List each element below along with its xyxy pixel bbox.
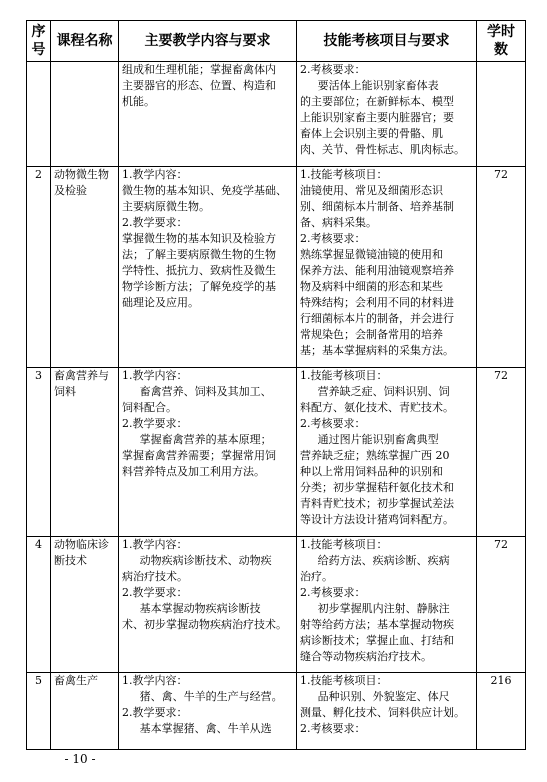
skills-line: 种以上常用饲料品种的识别和: [300, 465, 443, 478]
content-line: 术、初步掌握动物疾病治疗技术。: [122, 618, 287, 631]
header-row: [27, 21, 526, 62]
skills-line: 常规染色；会制备常用的培养: [300, 328, 443, 341]
content-line: 学特性、抵抗力、致病性及微生: [122, 264, 276, 277]
header-num-line: 序: [31, 24, 46, 40]
skills-line: 特殊结构；会利用不同的材料进: [300, 296, 454, 309]
table-row: [27, 673, 526, 750]
skills-line: 品种识别、外貌鉴定、体尺: [317, 690, 450, 703]
content-line: 主要器官的形态、位置、构造和: [122, 79, 276, 92]
content-line: 2.教学要求：: [122, 216, 188, 229]
content-line: 猪、禽、牛羊的生产与经营。: [139, 690, 283, 703]
course-name: [51, 673, 119, 750]
skills-line: 营养缺乏症、饲料识别、饲: [317, 385, 450, 398]
course-name-line: 畜禽营养与: [54, 369, 109, 382]
content-line: 2.教学要求：: [122, 586, 188, 599]
header-skills: 技能考核项目与要求: [297, 21, 477, 62]
content-line: 病治疗技术。: [122, 570, 188, 583]
page-number: - 10 -: [64, 752, 96, 766]
skills-line: 通过图片能识别畜禽典型: [317, 433, 439, 446]
course-name-line: 畜禽生产: [54, 674, 98, 687]
content-line: 动物疾病诊断技术、动物疾: [139, 554, 272, 567]
skills-line: 2.考核要求：: [300, 232, 366, 245]
skills-line: 熟练掌握显微镜油镜的使用和: [300, 248, 443, 261]
table-row: [27, 62, 526, 167]
content-line: 物学诊断方法；了解免疫学的基: [122, 280, 276, 293]
teaching-content: [119, 673, 297, 750]
course-name-line: 饲料: [54, 385, 76, 398]
content-line: 2.教学要求：: [122, 706, 188, 719]
skills-line: 保养方法、能利用油镜观察培养: [300, 264, 454, 277]
row-number: 2: [27, 167, 51, 368]
content-line: 1.教学内容：: [122, 168, 188, 181]
header-hours-line: 数: [494, 42, 508, 58]
skill-requirements: [297, 62, 477, 167]
course-name: [51, 368, 119, 537]
content-line: 基本掌握猪、禽、牛羊从选: [139, 722, 272, 735]
row-number: 4: [27, 537, 51, 673]
content-line: 2.教学要求：: [122, 417, 188, 430]
content-line: 掌握微生物的基本知识及检验方: [122, 232, 276, 245]
skills-line: 的主要部位；在新鲜标本、模型: [300, 95, 454, 108]
teaching-content: [119, 368, 297, 537]
content-line: 机能。: [122, 95, 155, 108]
skills-line: 1.技能考核项目：: [300, 674, 388, 687]
header-hours-line: 学时: [487, 24, 515, 40]
skills-line: 基；基本掌握病料的采集方法。: [300, 344, 454, 357]
skills-line: 射等给药方法；基本掌握动物疾: [300, 618, 454, 631]
content-line: 基本掌握动物疾病诊断技: [139, 602, 261, 615]
content-line: 1.教学内容：: [122, 538, 188, 551]
course-name-line: 断技术: [54, 554, 87, 567]
skills-line: 给药方法、疾病诊断、疾病: [317, 554, 450, 567]
course-name: [51, 62, 119, 167]
skill-requirements: [297, 673, 477, 750]
header-num-line: 号: [31, 42, 46, 58]
content-line: 1.教学内容：: [122, 674, 188, 687]
skills-line: 测量、孵化技术、饲料供应计划。: [300, 706, 465, 719]
skills-line: 营养缺乏症；熟练掌握广西 20: [300, 449, 450, 462]
skill-requirements: [297, 167, 477, 368]
skills-line: 物及病料中细菌的形态和某些: [300, 280, 443, 293]
content-line: 础理论及应用。: [122, 296, 199, 309]
skills-line: 分类；初步掌握秸秆氨化技术和: [300, 481, 454, 494]
teaching-content: [119, 62, 297, 167]
header-content: 主要教学内容与要求: [119, 21, 297, 62]
course-name-line: 动物微生物: [54, 168, 109, 181]
content-line: 组成和生理机能；掌握畜禽体内: [122, 63, 276, 76]
course-hours: [477, 62, 526, 167]
course-name: [51, 167, 119, 368]
content-line: 微生物的基本知识、免疫学基础、: [122, 184, 287, 197]
skills-line: 肉、关节、骨性标志、肌肉标志。: [300, 143, 465, 156]
skills-line: 治疗。: [300, 570, 333, 583]
course-name: [51, 537, 119, 673]
teaching-content: [119, 537, 297, 673]
content-line: 掌握畜禽营养需要；掌握常用饲: [122, 449, 276, 462]
course-name-line: 动物临床诊: [54, 538, 109, 551]
skills-line: 行细菌标本片的制备，并会进行: [300, 312, 454, 325]
table-row: [27, 167, 526, 368]
content-line: 饲料配合。: [122, 401, 177, 414]
course-hours: 72: [477, 167, 526, 368]
course-hours: 72: [477, 368, 526, 537]
content-line: 1.教学内容：: [122, 369, 188, 382]
skills-line: 等设计方法设计猪鸡饲料配方。: [300, 513, 454, 526]
skills-line: 备、病料采集。: [300, 216, 377, 229]
skills-line: 2.考核要求：: [300, 722, 366, 735]
row-number: 5: [27, 673, 51, 750]
skills-line: 1.技能考核项目：: [300, 168, 388, 181]
row-number: 3: [27, 368, 51, 537]
skills-line: 初步掌握肌内注射、静脉注: [317, 602, 450, 615]
table-row: [27, 537, 526, 673]
teaching-content: [119, 167, 297, 368]
course-hours: 216: [477, 673, 526, 750]
header-num: [27, 21, 51, 62]
skills-line: 料配方、氨化技术、青贮技术。: [300, 401, 454, 414]
skills-line: 1.技能考核项目：: [300, 538, 388, 551]
skills-line: 1.技能考核项目：: [300, 369, 388, 382]
course-name-line: 及检验: [54, 184, 87, 197]
content-line: 法；了解主要病原微生物的生物: [122, 248, 276, 261]
skills-line: 别、细菌标本片制备、培养基制: [300, 200, 454, 213]
skill-requirements: [297, 537, 477, 673]
skill-requirements: [297, 368, 477, 537]
curriculum-table: [26, 20, 526, 750]
content-line: 掌握畜禽营养的基本原理；: [139, 433, 272, 446]
skills-line: 上能识别家畜主要内脏器官；要: [300, 111, 454, 124]
row-number: [27, 62, 51, 167]
content-line: 主要病原微生物。: [122, 200, 210, 213]
skills-line: 2.考核要求：: [300, 63, 366, 76]
skills-line: 青料青贮技术；初步掌握试差法: [300, 497, 454, 510]
table-row: [27, 368, 526, 537]
content-line: 畜禽营养、饲料及其加工、: [139, 385, 272, 398]
header-course-name: 课程名称: [51, 21, 119, 62]
skills-line: 2.考核要求：: [300, 417, 366, 430]
skills-line: 要活体上能识别家畜体表: [317, 79, 439, 92]
skills-line: 油镜使用、常见及细菌形态识: [300, 184, 443, 197]
skills-line: 缝合等动物疾病治疗技术。: [300, 650, 432, 663]
skills-line: 畜体上会识别主要的骨骼、肌: [300, 127, 443, 140]
skills-line: 2.考核要求：: [300, 586, 366, 599]
skills-line: 病诊断技术；掌握止血、打结和: [300, 634, 454, 647]
content-line: 料营养特点及加工利用方法。: [122, 465, 265, 478]
header-hours: [477, 21, 526, 62]
course-hours: 72: [477, 537, 526, 673]
